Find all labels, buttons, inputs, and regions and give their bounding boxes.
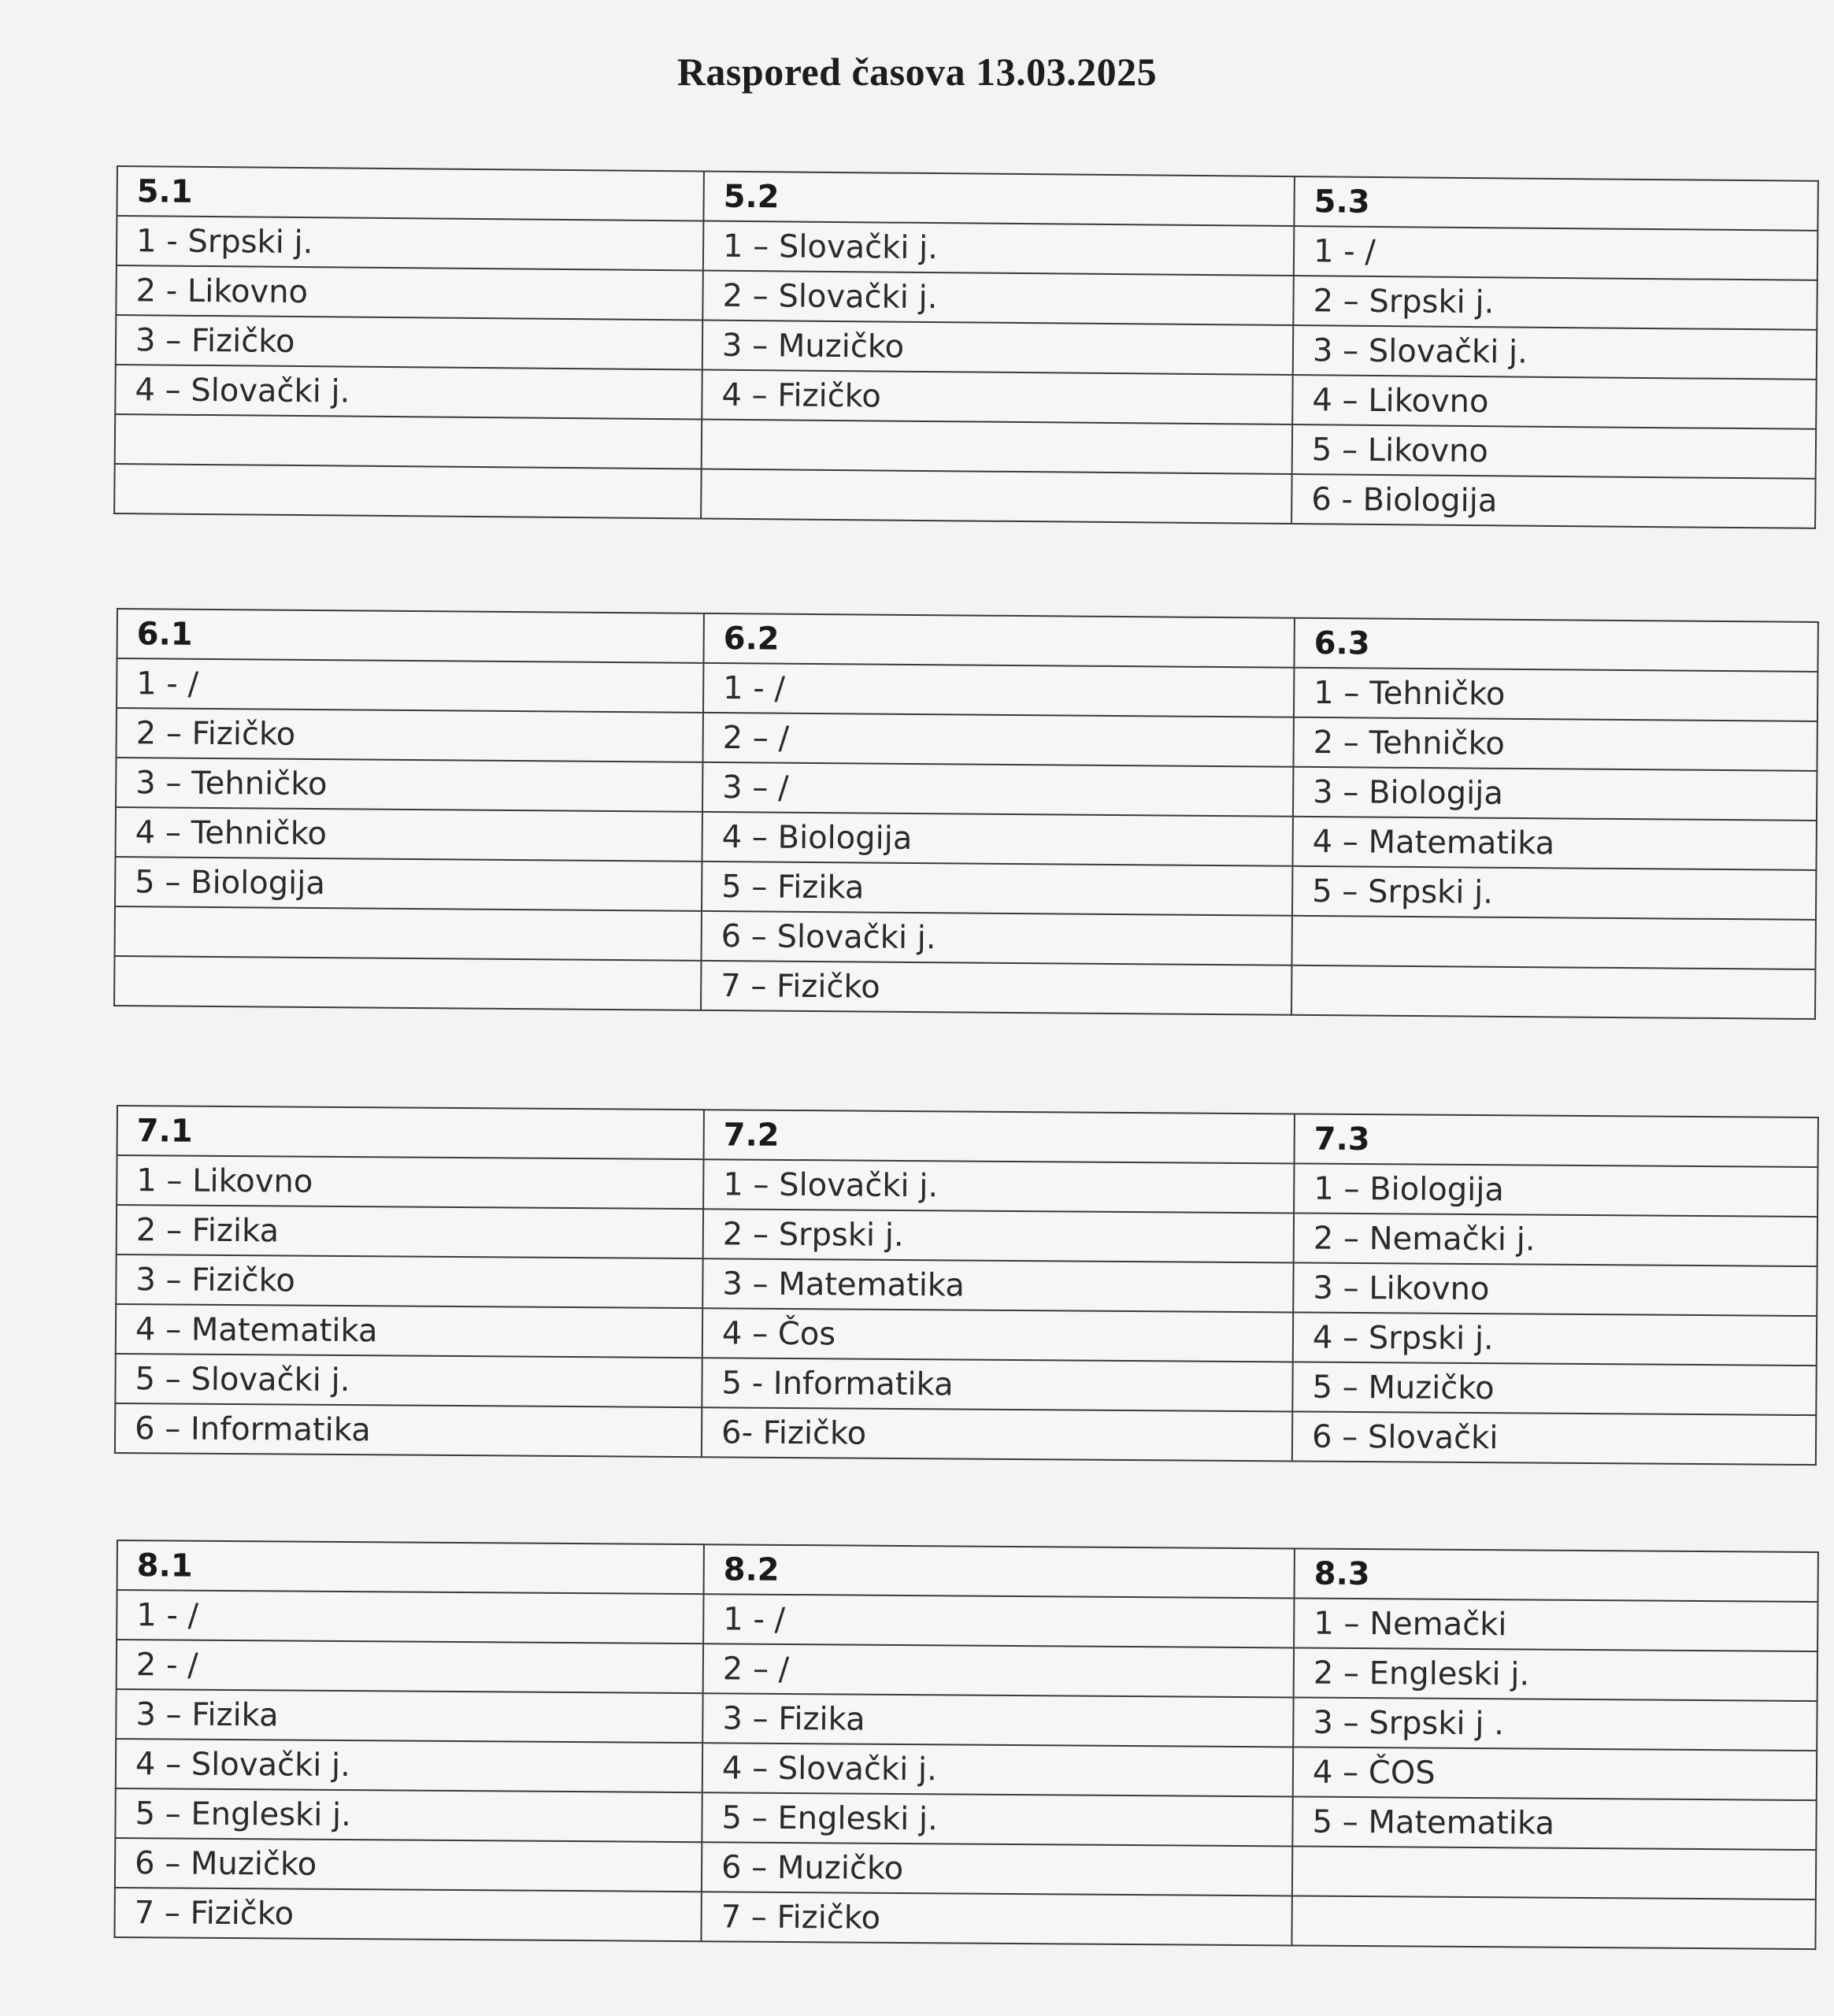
- class-header-8-3: 8.3: [1295, 1548, 1818, 1602]
- lesson-cell: [115, 906, 702, 961]
- lesson-cell: 7 – Fizičko: [114, 1888, 701, 1941]
- lesson-cell: 5 – Engleski j.: [702, 1792, 1292, 1846]
- schedule-table-grade-7: [114, 1105, 1819, 1466]
- lesson-cell: 6 – Slovački j.: [702, 911, 1292, 965]
- class-header-5-3: 5.3: [1294, 176, 1818, 231]
- lesson-cell: [702, 419, 1293, 474]
- lesson-cell: 4 – Slovački j.: [115, 365, 702, 419]
- lesson-cell: 3 – Tehničko: [116, 758, 702, 812]
- lesson-cell: 1 – Slovački j.: [703, 221, 1295, 276]
- class-header-5-2: 5.2: [703, 172, 1295, 227]
- class-header-8-2: 8.2: [704, 1544, 1295, 1598]
- lesson-cell: 6 – Slovački: [1292, 1411, 1816, 1465]
- lesson-cell: 4 – Čos: [702, 1308, 1293, 1362]
- lesson-cell: 1 – Nemački: [1294, 1598, 1817, 1651]
- lesson-cell: 3 – Fizičko: [116, 1254, 702, 1308]
- lesson-cell: 5 – Likovno: [1292, 424, 1817, 479]
- lesson-cell: 1 - /: [703, 663, 1294, 717]
- class-header-6-2: 6.2: [703, 613, 1294, 668]
- lesson-cell: 6 – Muzičko: [115, 1838, 702, 1892]
- lesson-cell: 4 – Srpski j.: [1293, 1312, 1817, 1366]
- lesson-cell: [114, 464, 702, 518]
- class-header-6-1: 6.1: [117, 609, 703, 663]
- lesson-cell: 3 – Slovački j.: [1293, 325, 1817, 380]
- lesson-cell: 5 - Informatika: [702, 1358, 1292, 1411]
- lesson-cell: 1 - /: [117, 1590, 703, 1644]
- lesson-cell: 1 - /: [1294, 226, 1818, 280]
- lesson-cell: [701, 469, 1292, 524]
- class-header-5-1: 5.1: [117, 166, 704, 220]
- lesson-cell: 2 – /: [703, 1644, 1294, 1697]
- lesson-cell: 4 – Matematika: [1292, 817, 1816, 870]
- lesson-cell: 2 – Fizika: [117, 1205, 703, 1258]
- lesson-cell: 2 – Slovački j.: [702, 271, 1294, 326]
- lesson-cell: 2 - /: [117, 1640, 703, 1693]
- lesson-cell: 1 - /: [117, 658, 703, 713]
- lesson-cell: 4 – Matematika: [116, 1304, 702, 1358]
- lesson-cell: 1 - Srpski j.: [117, 216, 704, 270]
- lesson-cell: 2 – /: [702, 713, 1293, 767]
- lesson-cell: 5 – Muzičko: [1292, 1362, 1816, 1415]
- lesson-cell: [1292, 1846, 1816, 1899]
- lesson-cell: 2 – Fizičko: [117, 708, 703, 762]
- page-title: Raspored časova 13.03.2025: [676, 50, 1158, 94]
- lesson-cell: 2 - Likovno: [116, 265, 703, 320]
- lesson-cell: 5 – Srpski j.: [1292, 866, 1816, 920]
- lesson-cell: 1 – Slovački j.: [703, 1159, 1294, 1213]
- lesson-cell: 6 – Informatika: [115, 1403, 702, 1457]
- lesson-cell: 4 – Biologija: [702, 812, 1292, 866]
- lesson-cell: 3 – Muzičko: [702, 321, 1294, 376]
- lesson-cell: 4 – Likovno: [1292, 375, 1817, 429]
- class-header-7-3: 7.3: [1295, 1114, 1818, 1167]
- lesson-cell: 2 – Srpski j.: [703, 1209, 1294, 1262]
- lesson-cell: 3 – Fizika: [702, 1693, 1293, 1747]
- lesson-cell: 2 – Nemački j.: [1294, 1213, 1817, 1266]
- class-header-7-2: 7.2: [704, 1110, 1295, 1163]
- lesson-cell: 1 – Biologija: [1294, 1163, 1817, 1217]
- lesson-cell: 5 – Slovački j.: [115, 1354, 702, 1407]
- lesson-cell: [1291, 916, 1815, 969]
- lesson-cell: [1291, 1896, 1815, 1949]
- lesson-cell: 5 – Matematika: [1292, 1796, 1816, 1850]
- lesson-cell: 3 – Srpski j .: [1293, 1697, 1817, 1751]
- lesson-cell: 4 – Slovački j.: [702, 1743, 1293, 1796]
- lesson-cell: 2 – Engleski j.: [1294, 1647, 1817, 1701]
- lesson-cell: 3 – Matematika: [702, 1258, 1293, 1312]
- class-header-8-1: 8.1: [117, 1540, 704, 1594]
- lesson-cell: [114, 956, 701, 1010]
- lesson-cell: 3 – Fizika: [116, 1689, 702, 1743]
- lesson-cell: 3 – Likovno: [1293, 1262, 1817, 1316]
- lesson-cell: 4 – Tehničko: [116, 807, 702, 862]
- class-header-6-3: 6.3: [1294, 618, 1817, 672]
- lesson-cell: 4 – ČOS: [1293, 1747, 1817, 1800]
- class-header-7-1: 7.1: [117, 1106, 704, 1159]
- schedule-table-grade-8: [113, 1540, 1818, 1950]
- schedule-table-grade-5: [113, 165, 1819, 529]
- lesson-cell: 4 – Fizičko: [702, 370, 1293, 425]
- lesson-cell: 6- Fizičko: [702, 1407, 1292, 1461]
- lesson-cell: 3 – Fizičko: [116, 315, 703, 369]
- lesson-cell: 1 - /: [703, 1594, 1294, 1647]
- lesson-cell: 7 – Fizičko: [701, 1892, 1291, 1945]
- lesson-cell: [1291, 965, 1815, 1019]
- lesson-cell: 2 – Srpski j.: [1293, 276, 1817, 330]
- lesson-cell: 3 – Biologija: [1293, 767, 1817, 821]
- lesson-cell: 2 – Tehničko: [1293, 717, 1817, 771]
- lesson-cell: [115, 414, 702, 469]
- lesson-cell: 7 – Fizičko: [701, 961, 1291, 1015]
- lesson-cell: 1 – Likovno: [117, 1155, 703, 1209]
- lesson-cell: 3 – /: [702, 762, 1293, 817]
- schedule-table-grade-6: [113, 608, 1819, 1020]
- lesson-cell: 6 – Muzičko: [702, 1842, 1292, 1896]
- lesson-cell: 5 – Fizika: [702, 862, 1292, 916]
- lesson-cell: 5 – Engleski j.: [115, 1788, 702, 1842]
- lesson-cell: 5 – Biologija: [115, 857, 702, 911]
- lesson-cell: 1 – Tehničko: [1294, 668, 1817, 721]
- lesson-cell: 6 - Biologija: [1291, 474, 1816, 528]
- lesson-cell: 4 – Slovački j.: [116, 1739, 702, 1792]
